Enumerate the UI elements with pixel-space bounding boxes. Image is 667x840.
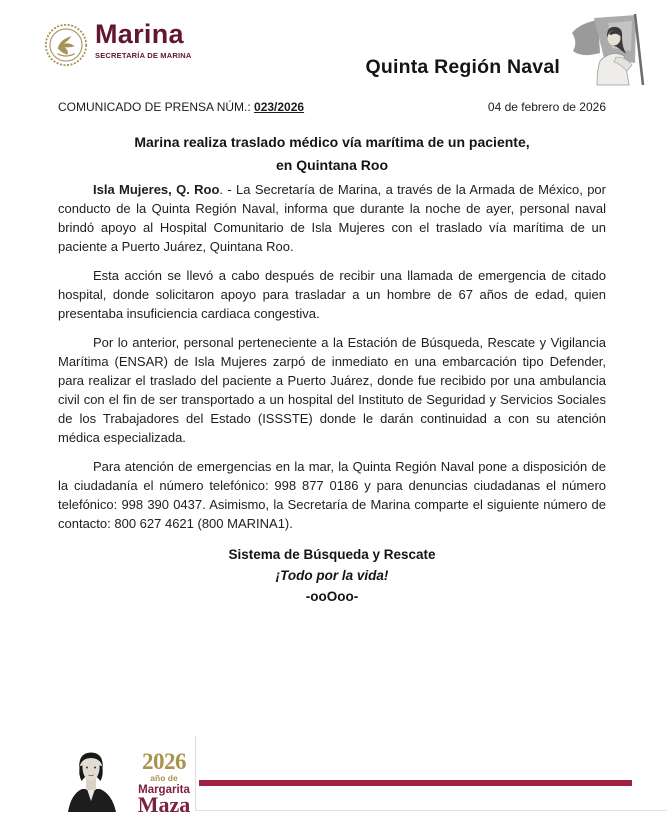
signoff-separator: -ooOoo- — [305, 589, 359, 604]
maza-year-label: año de — [150, 773, 178, 783]
signoff-block — [58, 544, 606, 607]
signoff-system-line: Sistema de Búsqueda y Rescate — [228, 547, 436, 562]
paragraph-1-text: . - La Secretaría de Marina, a través de la Armada de México, por conducto de la Quinta Región Naval, informa que durante la noche de ayer, personal naval brindó apoyo al Hospital Comunitario de Isla Mujeres con el traslado vía marítima de un paciente a Puerto Juárez, Quintana Roo. — [58, 182, 606, 254]
dateline: Isla Mujeres, Q. Roo — [93, 182, 220, 197]
release-date: 04 de febrero de 2026 — [487, 100, 606, 114]
brand-wordmark: Marina — [95, 19, 184, 49]
paragraph-3: Por lo anterior, personal perteneciente a la Estación de Búsqueda, Rescate y Vigilancia Marítima (ENSAR) de Isla Mujeres zarpó de inmediato en una embarcación tipo Defender, para realizar el traslado del paciente a Puerto Juárez, donde fue recibido por una ambulancia civil con el fin de ser transportado a un hospital del Instituto de Seguridad y Servicios Sociales de los Trabajadores del Estado (ISSSTE) donde le darán continuidad a con su atención médica especializada. — [58, 335, 606, 445]
maza-year: 2026 — [142, 749, 186, 774]
region-title: Quinta Región Naval — [365, 56, 560, 78]
body-text — [58, 180, 606, 543]
comunicado-number: 023/2026 — [254, 100, 305, 114]
document-title — [58, 131, 606, 177]
brand-subtitle: SECRETARÍA DE MARINA — [95, 51, 192, 60]
footer-horizontal-divider — [195, 810, 667, 811]
document-title-line2: en Quintana Roo — [276, 157, 388, 173]
paragraph-1 — [58, 180, 606, 256]
document-title-line1: Marina realiza traslado médico vía marítima de un paciente, — [134, 134, 530, 150]
margarita-maza-portrait — [62, 746, 120, 812]
footer-vertical-divider — [195, 736, 196, 810]
comunicado-label: COMUNICADO DE PRENSA NÚM.: — [58, 100, 255, 114]
maza-year-logo — [128, 750, 200, 815]
meta-row — [58, 100, 606, 114]
paragraph-4: Para atención de emergencias en la mar, la Quinta Región Naval pone a disposición de la ciudadanía el número telefónico: 998 877 0186 y para denuncias ciudadanas el número telefónico: 998 390 0437. Asimismo, la Secretaría de Marina comparte el siguiente número de contacto: 800 627 4621 (800 MARINA1). — [58, 459, 606, 531]
maza-first-name: Margarita — [138, 783, 190, 796]
paragraph-2: Esta acción se llevó a cabo después de recibir una llamada de emergencia de citado hospital, donde solicitaron apoyo para trasladar a un hombre de 67 años de edad, quien presentaba insuficiencia cardiaca congestiva. — [58, 268, 606, 321]
signoff-motto: ¡Todo por la vida! — [275, 568, 389, 583]
maza-last-name: Maza — [137, 792, 191, 817]
comunicado-number-line — [58, 100, 304, 114]
footer-guinda-bar — [199, 780, 632, 786]
brand-text — [95, 21, 192, 60]
woman-with-flag-illustration — [564, 13, 649, 87]
